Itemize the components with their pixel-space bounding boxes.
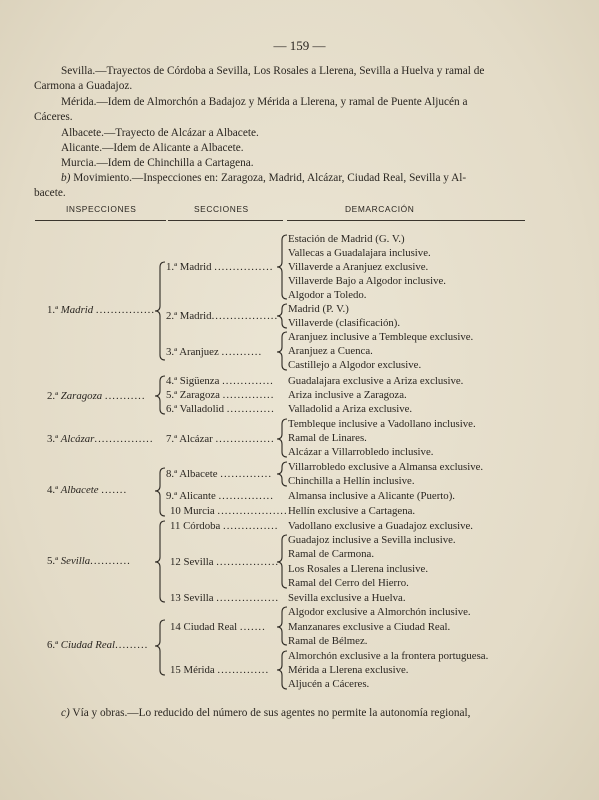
demarcacion-row: Ramal de Carmona. [288,548,375,560]
paragraph-text: —Trayectos de Córdoba a Sevilla, Los Rosales a Llerena, Sevilla a Huelva y ramal de [95,65,485,77]
demarcacion-row: Ramal de Linares. [288,432,367,444]
seccion-7: 7.ª Alcázar ................ [166,433,275,445]
inspeccion-ciudad-real: 6.ª Ciudad Real......... [47,639,149,651]
seccion-1: 1.ª Madrid ................ [166,261,274,273]
seccion-3: 3.ª Aranjuez ........... [166,346,263,358]
brace-seccion-7 [277,419,287,457]
brace-seccion-14 [277,607,287,645]
seccion-13: 13 Sevilla ................. [170,592,280,604]
demarcacion-row: Algodor a Toledo. [288,289,367,301]
demarcacion-row: Valladolid a Ariza exclusive. [288,403,413,415]
seccion-12: 12 Sevilla ................. [170,556,280,568]
seccion-5: 5.ª Zaragoza .............. [166,389,275,401]
demarcacion-row: Vallecas a Guadalajara inclusive. [288,247,431,259]
inspeccion-madrid: 1.ª Madrid ................ [47,304,156,316]
demarcacion-row: Madrid (P. V.) [288,303,349,315]
inspeccion-alcazar: 3.ª Alcázar................ [47,433,154,445]
demarcacion-row: Villaverde a Aranjuez exclusive. [288,261,429,273]
brace-inspeccion-sevilla [155,521,165,602]
page-number: — 159 — [273,38,326,53]
section-marker: b) [61,172,71,184]
demarcacion-row: Estación de Madrid (G. V.) [288,233,405,245]
demarcacion-row: Manzanares exclusive a Ciudad Real. [288,621,451,633]
paragraph-via-obras [34,706,534,721]
paragraph-text: Murcia.—Idem de Chinchilla a Cartagena. [61,157,254,169]
seccion-15: 15 Mérida .............. [170,664,270,676]
brace-seccion-8 [277,462,287,486]
paragraph-text: Vía y obras.—Lo reducido del número de sus agentes no permite la autonomía regional, [72,707,471,719]
brace-seccion-15 [277,651,287,689]
demarcacion-row: Villaverde Bajo a Algodor inclusive. [288,275,446,287]
demarcacion-row: Guadalajara exclusive a Ariza exclusive. [288,375,464,387]
seccion-14: 14 Ciudad Real ....... [170,621,266,633]
demarcacion-row: Almorchón exclusive a la frontera portuguesa. [288,650,489,662]
demarcacion-row: Castillejo a Algodor exclusive. [288,359,422,371]
paragraph-movimiento-line2: bacete. [34,187,66,200]
header-inspecciones: INSPECCIONES [66,204,137,214]
header-secciones: SECCIONES [194,204,249,214]
demarcacion-row: Aranjuez a Cuenca. [288,345,373,357]
demarcacion-row: Hellín exclusive a Cartagena. [288,505,416,517]
seccion-2: 2.ª Madrid.................. [166,310,279,322]
paragraph-label: Sevilla. [61,65,96,77]
demarcacion-row: Villarrobledo exclusive a Almansa exclusive. [288,461,484,473]
seccion-9: 9.ª Alicante ............... [166,490,274,502]
brace-seccion-2 [277,304,287,328]
demarcacion-row: Aranjuez inclusive a Tembleque exclusive. [288,331,474,343]
seccion-8: 8.ª Albacete .............. [166,468,273,480]
demarcacion-row: Mérida a Llerena exclusive. [288,664,409,676]
demarcacion-row: Los Rosales a Llerena inclusive. [288,563,429,575]
demarcacion-row: Sevilla exclusive a Huelva. [288,592,406,604]
demarcacion-row: Ariza inclusive a Zaragoza. [288,389,407,401]
paragraph-text: Albacete.—Trayecto de Alcázar a Albacete. [61,127,259,139]
paragraph-text: Movimiento.—Inspecciones en: Zaragoza, Madrid, Alcázar, Ciudad Real, Sevilla y Al- [73,172,467,184]
paragraph-label: Mérida. [61,96,97,108]
paragraph-text: —Idem de Almorchón a Badajoz y Mérida a Llerena, y ramal de Puente Aljucén a [96,96,468,108]
demarcacion-row: Villaverde (clasificación). [288,317,401,329]
demarcacion-row: Ramal de Bélmez. [288,635,368,647]
section-marker: c) [61,707,70,719]
seccion-10: 10 Murcia ................... [170,505,288,517]
brace-inspeccion-ciudad-real [155,620,165,675]
brace-seccion-1 [277,235,287,299]
brace-inspeccion-madrid [155,262,165,360]
brace-seccion-12 [277,535,287,588]
brace-inspeccion-zaragoza [155,376,165,414]
inspeccion-sevilla: 5.ª Sevilla........... [47,555,131,567]
inspeccion-zaragoza: 2.ª Zaragoza ........... [47,390,146,402]
demarcacion-row: Algodor exclusive a Almorchón inclusive. [288,606,471,618]
brace-inspeccion-albacete [155,468,165,516]
demarcacion-row: Vadollano exclusive a Guadajoz exclusive. [288,520,473,532]
seccion-4: 4.ª Sigüenza .............. [166,375,274,387]
demarcacion-row: Tembleque inclusive a Vadollano inclusive. [288,418,476,430]
header-demarcacion: DEMARCACIÓN [345,204,415,214]
demarcacion-row: Almansa inclusive a Alicante (Puerto). [288,490,456,502]
inspeccion-albacete: 4.ª Albacete ....... [47,484,128,496]
paragraph-sevilla-line2: Carmona a Guadajoz. [34,80,133,93]
brace-seccion-3 [277,332,287,370]
seccion-11: 11 Córdoba ............... [170,520,279,532]
demarcacion-row: Ramal del Cerro del Hierro. [288,577,409,589]
demarcacion-row: Aljucén a Cáceres. [288,678,370,690]
paragraph-merida-line2: Cáceres. [34,111,73,124]
demarcacion-row: Chinchilla a Hellín inclusive. [288,475,415,487]
demarcacion-row: Alcázar a Villarrobledo inclusive. [288,446,434,458]
seccion-6: 6.ª Valladolid ............. [166,403,275,415]
demarcacion-row: Guadajoz inclusive a Sevilla inclusive. [288,534,456,546]
paragraph-text: Alicante.—Idem de Alicante a Albacete. [61,142,244,154]
